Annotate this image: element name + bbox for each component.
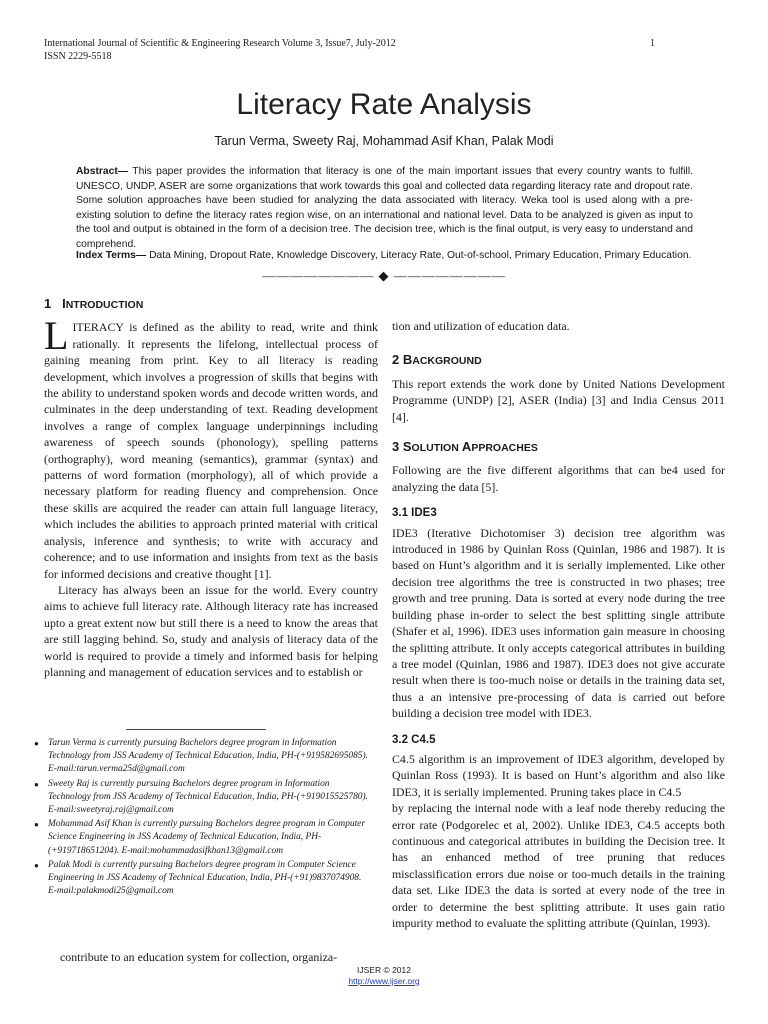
background-title-rest: ACKGROUND [412,355,482,368]
intro-heading [44,296,378,313]
author-footnotes [34,737,370,899]
section-divider: ———————— ◆ ———————— [262,268,506,283]
solutions-heading [392,439,725,456]
footnote-text: Sweety Raj is currently pursuing Bachelors degree program in Information Technology from JSS Academy of Technical Education, India, PH-(+919015525780). E-mail:sweetyraj.raj@gmail.com [48,778,368,816]
bullet-icon: ● [34,779,39,789]
page-number: 1 [650,38,655,49]
solutions-title-initial-2: A [461,439,472,455]
abstract-text: This paper provides the information that literacy is one of the main important issues that every country wants to fulfill. UNESCO, UNDP, ASER are some organizations that work towards this goal and collected data regarding literacy rate and dropout rate. Some solution approaches have been studied for analyzing the data associated with literacy. Weka tool is used along with a pre-existing solution to define the literacy rates region wise, on an international and national level. Data to be analyzed is given as input to the tool and output is obtained in the form of a decision tree. The decision tree, which is the final output, is very easy to understand and comprehend. [76,166,693,250]
c45-text-1: C4.5 algorithm is an improvement of IDE3 algorithm, developed by Quinlan Ross (1993). It is based on Hunt’s algorithm and also like IDE3, it is serially implemented. Pruning takes place in C4.5 [392,751,725,799]
footnote-rule [126,729,266,730]
intro-continuation-top: tion and utilization of education data. [392,319,570,333]
bullet-icon: ● [34,860,39,870]
footer-copyright: IJSER © 2012 [357,965,411,975]
footnote-text: Tarun Verma is currently pursuing Bachelors degree program in Information Technology from JSS Academy of Technical Education, India, PH-(+919582695085). E-mail:tarun.verma25d@gmail.com [48,738,368,775]
intro-paragraph-2: Literacy has always been an issue for the world. Every country aims to achieve full literacy rate. Although literacy rate has increased upto a great extent now but still there is a need to know the areas that are still lagging behind. So, study and analysis of literacy data of the world is required to provide a timely and informed basis for helping planning and management of education services and to establish or [44,582,378,679]
bullet-icon: ● [34,820,39,830]
solutions-text: Following are the five different algorithms that can be4 used for analyzing the data [5]. [392,463,725,494]
index-terms [76,249,693,263]
intro-title-rest: NTRODUCTION [65,299,144,311]
left-column [44,296,378,680]
intro-title-initial: I [62,296,66,311]
footnote-item [34,778,370,818]
dropcap-letter: L [44,313,69,359]
abstract-label: Abstract— [76,166,129,177]
background-number: 2 [392,352,400,368]
background-heading [392,352,725,369]
footnote-text: Mohammad Asif Khan is currently pursuing Bachelors degree program in Computer Science Engineering in JSS Academy of Technical Education, India, PH-(+919718651204). E-mail:mohammadasifkhan13@gmail.com [48,819,365,856]
ide3-text: IDE3 (Iterative Dichotomiser 3) decision tree algorithm was introduced in 1986 by Quinlan Ross (Quinlan, 1986 and 1987). It is based on Hunt’s algorithm and it is serially implemented. Like other decision tree algorithms the tree is constructed in two phases; tree growth and tree pruning. Data is sorted at every node during the tree building phase in-order to select the best splitting single attribute (Shafer et al, 1996). IDE3 uses information gain measure in choosing the splitting attribute. It only accepts categorical attributes in building a tree model (Quinlan, 1986 and 1987). IDE3 does not give accurate result when there is too-much noise or details in the training data set, thus a an intensive pre-processing of data is carried out before building a decision tree model with IDE3. [392,525,725,721]
index-terms-label: Index Terms— [76,250,147,261]
footnote-text: Palak Modi is currently pursuing Bachelors degree program in Computer Science Engineering in JSS Academy of Technical Education, India, PH-(+91)9837074908. E-mail:palakmodi25@gmail.com [48,859,362,897]
intro-number: 1 [44,296,52,311]
solutions-title-rest-1: OLUTION [411,442,459,455]
background-text: This report extends the work done by United Nations Development Programme (UNDP) [2], ASER (India) [3] and India Census 2011 [4]. [392,376,725,424]
ide3-heading: 3.1 IDE3 [392,507,437,520]
intro-continuation-bottom: contribute to an education system for collection, organiza- [60,950,338,964]
footer-link[interactable]: http://www.ijser.org [348,976,420,986]
intro-paragraph-1-text: ITERACY is defined as the ability to read, write and think rationally. It represents the lifelong, intellectual process of gaining meaning from print. Key to all literacy is reading development, which involves a progression of skills that begins with the ability to understand spoken words and decode written words, and culminates in the deep understanding of text. Reading development involves a range of complex language underpinnings including awareness of speech sounds (phonology), spelling patterns (orthography), word meaning (semantics), grammar (syntax) and patterns of word formation (morphology), all of which provide a necessary platform for reading fluency and comprehension. Once these skills are acquired the reader can attain full language literacy, which includes the abilities to approach printed material with critical analysis, inference and synthesis; to write with accuracy and coherence; and to use information and insights from text as the basis for informed decisions and creative thought [1]. [44,320,378,581]
index-terms-text: Data Mining, Dropout Rate, Knowledge Discovery, Literacy Rate, Out-of-school, Primary Education, Primary Education. [146,250,692,261]
issn-header: ISSN 2229-5518 [44,51,112,62]
c45-text-2: by replacing the internal node with a leaf node thereby reducing the error rate (Podgorelec et al, 2002). Unlike IDE3, C4.5 accepts both continuous and categorical attributes in building the Decision tree. It has an enhanced method of tree pruning that reduces misclassification errors due noise or too-much details in the training data set. Like IDE3 the data is sorted at every node of the tree in order to determine the best splitting attribute. It uses gain ratio impurity method to evaluate the splitting attribute (Quinlan, 1993). [392,801,725,930]
bullet-icon: ● [34,739,39,748]
intro-paragraph-1 [44,313,378,582]
solutions-number: 3 [392,439,400,455]
author-list: Tarun Verma, Sweety Raj, Mohammad Asif Khan, Palak Modi [214,134,554,148]
footnote-item [34,859,370,899]
footnote-item [34,737,370,777]
right-column [392,318,725,931]
solutions-title-initial-1: S [402,439,412,455]
abstract [76,165,693,252]
background-title-initial: B [402,352,413,368]
solutions-title-rest-2: PPROACHES [471,442,538,455]
journal-header: International Journal of Scientific & Engineering Research Volume 3, Issue7, July-2012 [44,38,396,49]
footnote-item [34,818,370,858]
c45-heading: 3.2 C4.5 [392,733,436,746]
paper-title: Literacy Rate Analysis [236,88,532,121]
